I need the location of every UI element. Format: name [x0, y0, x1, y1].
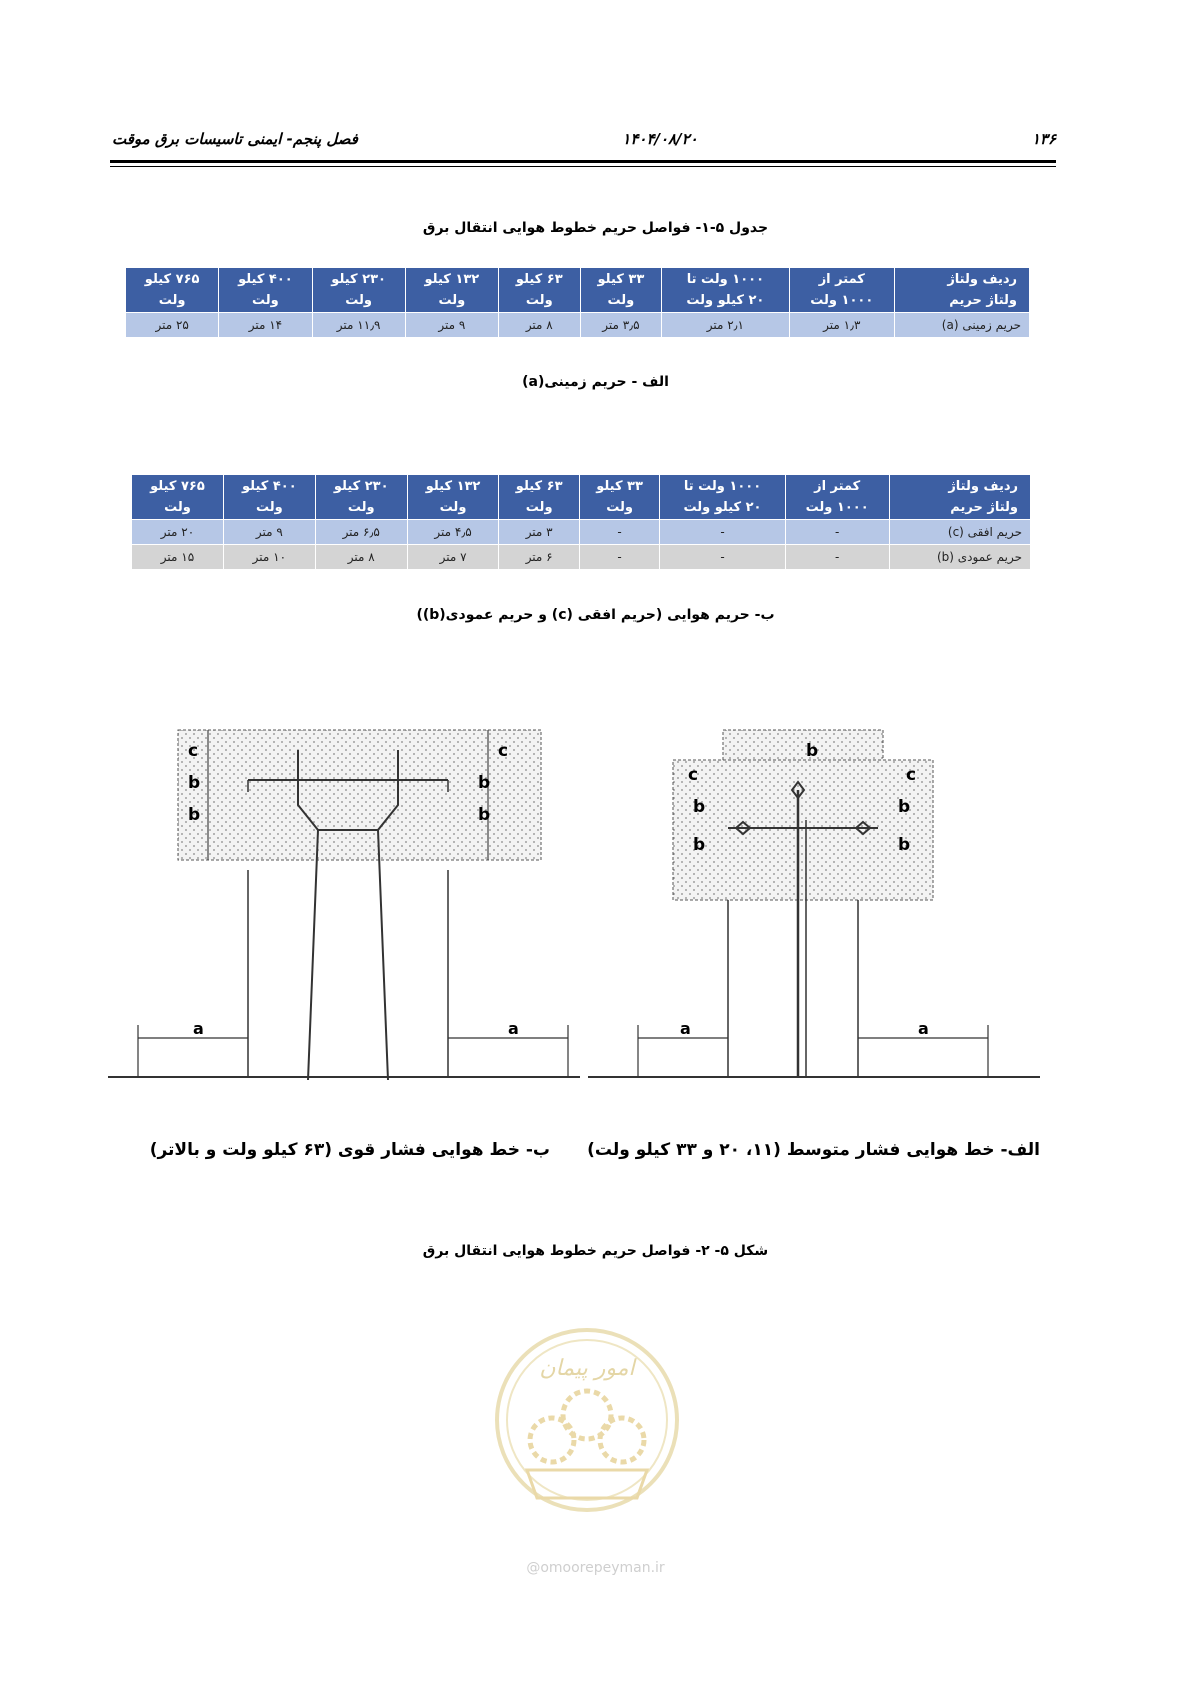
table-cell: ۱۰ متر	[223, 545, 315, 570]
table-cell: -	[660, 520, 785, 545]
label-c-left: c	[188, 741, 199, 761]
header-line: ولت	[252, 293, 279, 308]
table-cell: ۳٫۵ متر	[580, 313, 662, 338]
label-a-left: a	[193, 1019, 204, 1038]
table1-header-cell	[662, 268, 789, 313]
table2-subcaption: ب- حریم هوایی (حریم افقی (c) و حریم عمودی(b))	[416, 607, 775, 623]
label-b-left-1: b	[188, 773, 201, 793]
label-c-right: c	[498, 741, 509, 761]
header-line: ۲۳۰ کیلو	[333, 479, 389, 494]
ground-clearance-table	[125, 267, 1030, 338]
table1-subcaption: الف - حریم زمینی(a)	[522, 374, 669, 390]
table-cell: ۲۰ متر	[132, 520, 224, 545]
header-line: ۴۰۰ کیلو	[242, 479, 297, 494]
high-voltage-tower-diagram	[108, 720, 580, 1086]
header-line: ۲۳۰ کیلو	[331, 272, 386, 287]
header-rule-thick	[110, 160, 1056, 163]
label-b-top: b	[806, 741, 819, 761]
table-cell: -	[579, 545, 659, 570]
figure-main-caption: شکل ۵- ۲- فواصل حریم خطوط هوایی انتقال برق	[422, 1243, 769, 1259]
header-line: ولت	[525, 293, 553, 308]
header-line: ردیف ولتاژ	[947, 272, 1017, 287]
table-cell: ۹ متر	[405, 313, 498, 338]
header-line: کمتر از	[818, 272, 865, 287]
header-line: ولت	[164, 500, 191, 515]
header-line: ۱۰۰۰ ولت تا	[683, 479, 762, 494]
header-line: ۷۶۵ کیلو	[150, 479, 205, 494]
air-clearance-table	[131, 474, 1031, 570]
label-b-left-2: b	[188, 805, 201, 825]
header-line: ولت	[158, 293, 186, 308]
table-cell: ۸ متر	[315, 545, 407, 570]
table1-header-cell	[126, 268, 219, 313]
header-line: ولت	[606, 500, 633, 515]
table2-header-cell	[499, 475, 579, 520]
table-cell: ۱۵ متر	[132, 545, 224, 570]
header-line: ۲۰ کیلو ولت	[683, 500, 762, 515]
table-cell: ۳ متر	[499, 520, 579, 545]
header-line: ۳۳ کیلو	[596, 479, 643, 494]
label-a-right: a	[508, 1019, 519, 1038]
table-cell: -	[660, 545, 785, 570]
table-cell: ۷ متر	[407, 545, 499, 570]
table2-header-cell	[889, 475, 1030, 520]
header-line: کمتر از	[814, 479, 861, 494]
label-a-left: a	[680, 1019, 691, 1038]
header-line: ۴۰۰ کیلو	[238, 272, 293, 287]
table2-header-cell	[579, 475, 659, 520]
table-cell: -	[785, 520, 889, 545]
table-cell: ۶ متر	[499, 545, 579, 570]
header-line: ولت	[607, 293, 635, 308]
label-b-right-1: b	[898, 797, 911, 817]
table-cell: حریم زمینی (a)	[894, 313, 1029, 338]
header-line: ولت	[255, 500, 283, 515]
table1-header-cell	[405, 268, 498, 313]
label-b-right-2: b	[898, 835, 911, 855]
header-line: ۲۰ کیلو ولت	[686, 293, 765, 308]
watermark-seal	[487, 1320, 687, 1550]
header-line: ۳۳ کیلو	[597, 272, 645, 287]
header-line: ۱۰۰۰ ولت	[805, 500, 869, 515]
header-line: ولت	[345, 293, 372, 308]
header-line: ۷۶۵ کیلو	[144, 272, 200, 287]
table-row	[126, 313, 1030, 338]
chapter-title: فصل پنجم- ایمنی تاسیسات برق موقت	[112, 130, 358, 148]
table-cell: ۸ متر	[498, 313, 580, 338]
table-row	[132, 545, 1031, 570]
header-line: ولت	[347, 500, 375, 515]
header-line: ۱۰۰۰ ولت تا	[686, 272, 765, 287]
table2-header-cell	[132, 475, 224, 520]
table-cell: ۲۵ متر	[126, 313, 219, 338]
header-line: ۱۳۲ کیلو	[424, 272, 480, 287]
label-c-right: c	[906, 765, 917, 785]
label-b-right-1: b	[478, 773, 491, 793]
table-cell: -	[579, 520, 659, 545]
table1-header-cell	[219, 268, 312, 313]
header-line: ردیف ولتاژ	[948, 479, 1018, 494]
label-c-left: c	[688, 765, 699, 785]
watermark-url: @omoorepeyman.ir	[526, 1560, 665, 1576]
label-b-right-2: b	[478, 805, 491, 825]
header-line: ولتاژ حریم	[950, 500, 1018, 515]
header-line: ۱۳۲ کیلو	[425, 479, 481, 494]
table1-header-cell	[894, 268, 1029, 313]
table-cell: ۱٫۳ متر	[789, 313, 894, 338]
header-line: ولت	[438, 293, 466, 308]
table-cell: ۴٫۵ متر	[407, 520, 499, 545]
figure-left-caption: ب- خط هوایی فشار قوی (۶۳ کیلو ولت و بالاتر)	[149, 1140, 550, 1160]
table-cell: حریم عمودی (b)	[889, 545, 1030, 570]
table-cell: ۹ متر	[223, 520, 315, 545]
label-a-right: a	[918, 1019, 929, 1038]
page-number: ۱۳۶	[1031, 130, 1056, 148]
header-line: ولت	[525, 500, 553, 515]
table1-header-cell	[789, 268, 894, 313]
table2-header-cell	[660, 475, 785, 520]
table-cell: -	[785, 545, 889, 570]
table1-header-cell	[580, 268, 662, 313]
figure-right-caption: الف- خط هوایی فشار متوسط (۱۱، ۲۰ و ۳۳ کیلو ولت)	[587, 1140, 1040, 1160]
header-line: ۶۳ کیلو	[515, 479, 563, 494]
medium-voltage-pole-diagram	[588, 720, 1040, 1086]
watermark-text: امور پیمان	[539, 1356, 635, 1381]
header-line: ۶۳ کیلو	[515, 272, 563, 287]
header-line: ولتاژ حریم	[949, 293, 1017, 308]
table-cell: حریم افقی (c)	[889, 520, 1030, 545]
table1-header-cell	[498, 268, 580, 313]
header-date: ۱۴۰۴/۰۸/۲۰	[622, 130, 698, 148]
label-b-left-2: b	[693, 835, 706, 855]
table2-header-cell	[223, 475, 315, 520]
header-line: ۱۰۰۰ ولت	[810, 293, 874, 308]
label-b-left-1: b	[693, 797, 706, 817]
table2-header-cell	[407, 475, 499, 520]
table-cell: ۶٫۵ متر	[315, 520, 407, 545]
table-cell: ۱۴ متر	[219, 313, 312, 338]
table2-header-cell	[315, 475, 407, 520]
table1-caption: جدول ۵-۱- فواصل حریم خطوط هوایی انتقال برق	[422, 220, 769, 236]
table-cell: ۱۱٫۹ متر	[312, 313, 405, 338]
header-rule-thin	[110, 166, 1056, 167]
table2-header-cell	[785, 475, 889, 520]
table-row	[132, 520, 1031, 545]
header-line: ولت	[439, 500, 467, 515]
table-cell: ۲٫۱ متر	[662, 313, 789, 338]
table1-header-cell	[312, 268, 405, 313]
